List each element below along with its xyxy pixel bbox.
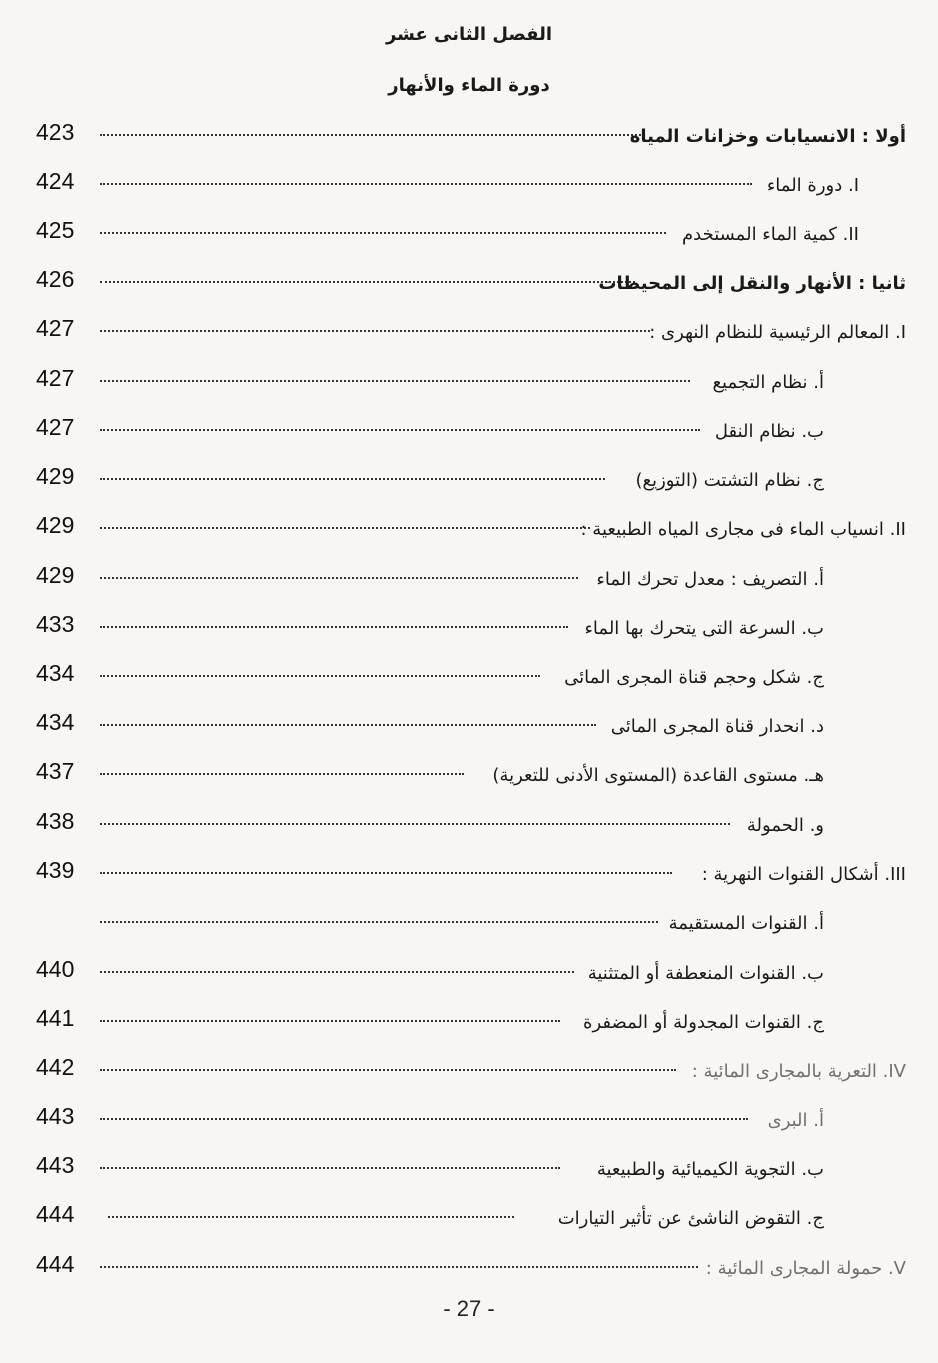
toc-label: ج. التقوض الناشئ عن تأثير التيارات xyxy=(557,1208,824,1229)
dot-leader xyxy=(108,1216,514,1218)
toc-page-number: 429 xyxy=(36,463,75,489)
dot-leader xyxy=(100,134,645,136)
toc-entry-02[interactable] xyxy=(0,166,938,206)
dot-leader xyxy=(100,872,672,874)
dot-leader xyxy=(100,527,590,529)
toc-page-number xyxy=(36,904,96,934)
dot-leader xyxy=(100,429,700,431)
toc-page-number: 424 xyxy=(36,168,75,194)
dot-leader xyxy=(100,921,658,923)
toc-page-number: 426 xyxy=(36,266,75,292)
dot-leader xyxy=(100,1266,698,1268)
toc-entry-12[interactable] xyxy=(0,658,938,698)
toc-label: ج. نظام التشتت (التوزيع) xyxy=(635,470,824,491)
toc-entry-24[interactable] xyxy=(0,1249,938,1289)
dot-leader xyxy=(100,1118,748,1120)
toc-label: ثانيا : الأنهار والنقل إلى المحيطات xyxy=(598,273,906,294)
dot-leader xyxy=(100,626,568,628)
toc-entry-22[interactable] xyxy=(0,1150,938,1190)
toc-entry-19[interactable] xyxy=(0,1003,938,1043)
toc-entry-05[interactable] xyxy=(0,313,938,353)
toc-label: ج. القنوات المجدولة أو المضفرة xyxy=(583,1012,824,1033)
toc-label: ج. شكل وحجم قناة المجرى المائى xyxy=(564,667,824,688)
toc-label: أ. البرى xyxy=(767,1110,824,1131)
toc-entry-07[interactable] xyxy=(0,412,938,452)
toc-page-number: 438 xyxy=(36,808,75,834)
dot-leader xyxy=(100,577,578,579)
dot-leader xyxy=(100,1020,560,1022)
toc-page-number: 427 xyxy=(36,414,75,440)
dot-leader xyxy=(100,281,635,283)
toc-label: V. حمولة المجارى المائية : xyxy=(705,1258,906,1279)
toc-label: I. دورة الماء xyxy=(766,175,859,196)
toc-page-number: 429 xyxy=(36,562,75,588)
toc-label: و. الحمولة xyxy=(746,815,824,836)
toc-label: III. أشكال القنوات النهرية : xyxy=(701,864,906,885)
chapter-subtitle: دورة الماء والأنهار xyxy=(388,75,550,96)
toc-entry-08[interactable] xyxy=(0,461,938,501)
toc-page-number: 440 xyxy=(36,956,75,982)
toc-label: IV. التعرية بالمجارى المائية : xyxy=(691,1061,906,1082)
toc-label: I. المعالم الرئيسية للنظام النهرى : xyxy=(649,322,906,343)
dot-leader xyxy=(100,183,752,185)
toc-label: أ. التصريف : معدل تحرك الماء xyxy=(596,569,824,590)
toc-page-number: 437 xyxy=(36,758,75,784)
toc-entry-20[interactable] xyxy=(0,1052,938,1092)
toc-label: د. انحدار قناة المجرى المائى xyxy=(610,716,824,737)
dot-leader xyxy=(100,232,666,234)
toc-label: أ. القنوات المستقيمة xyxy=(668,913,824,934)
toc-entry-13[interactable] xyxy=(0,707,938,747)
toc-label: أولا : الانسيابات وخزانات المياه xyxy=(629,126,906,147)
toc-entry-17[interactable] xyxy=(0,904,938,944)
dot-leader xyxy=(100,724,596,726)
toc-entry-21[interactable] xyxy=(0,1101,938,1141)
toc-page-number: 442 xyxy=(36,1054,75,1080)
dot-leader xyxy=(100,1167,560,1169)
toc-label: ب. القنوات المنعطفة أو المتثنية xyxy=(587,963,824,984)
toc-page-number: 429 xyxy=(36,512,75,538)
toc-label: ب. التجوية الكيميائية والطبيعية xyxy=(596,1159,824,1180)
toc-entry-16[interactable] xyxy=(0,855,938,895)
toc-entry-15[interactable] xyxy=(0,806,938,846)
toc-label: ب. نظام النقل xyxy=(714,421,824,442)
toc-entry-03[interactable] xyxy=(0,215,938,255)
toc-label: أ. نظام التجميع xyxy=(712,372,824,393)
toc-page-number: 427 xyxy=(36,365,75,391)
toc-page-number: 425 xyxy=(36,217,75,243)
toc-label: ب. السرعة التى يتحرك بها الماء xyxy=(584,618,824,639)
toc-page-number: 443 xyxy=(36,1103,75,1129)
toc-entry-01[interactable] xyxy=(0,117,938,157)
toc-page-number: 444 xyxy=(36,1201,75,1227)
toc-entry-06[interactable] xyxy=(0,363,938,403)
toc-entry-04[interactable] xyxy=(0,264,938,304)
toc-entry-10[interactable] xyxy=(0,560,938,600)
toc-entry-11[interactable] xyxy=(0,609,938,649)
toc-page-number: 444 xyxy=(36,1251,75,1277)
dot-leader xyxy=(100,971,574,973)
toc-label: II. كمية الماء المستخدم xyxy=(681,224,859,245)
toc-page-number: 434 xyxy=(36,709,75,735)
toc-label: هـ. مستوى القاعدة (المستوى الأدنى للتعرية) xyxy=(492,765,824,786)
toc-entry-14[interactable] xyxy=(0,756,938,796)
dot-leader xyxy=(100,773,464,775)
toc-page-number: 427 xyxy=(36,315,75,341)
dot-leader xyxy=(100,380,690,382)
toc-page-number: 434 xyxy=(36,660,75,686)
toc-page-number: 439 xyxy=(36,857,75,883)
dot-leader xyxy=(100,330,650,332)
toc-label: II. انسياب الماء فى مجارى المياه الطبيعية : xyxy=(580,519,906,540)
toc-page-number: 423 xyxy=(36,119,75,145)
toc-page-number: 433 xyxy=(36,611,75,637)
dot-leader xyxy=(100,823,730,825)
toc-page-number: 441 xyxy=(36,1005,75,1031)
dot-leader xyxy=(100,478,605,480)
toc-entry-09[interactable] xyxy=(0,510,938,550)
chapter-title: الفصل الثانى عشر xyxy=(385,24,553,45)
dot-leader xyxy=(100,675,540,677)
toc-page-number: 443 xyxy=(36,1152,75,1178)
toc-entry-23[interactable] xyxy=(0,1199,938,1239)
page-number: - 27 - xyxy=(443,1296,495,1321)
dot-leader xyxy=(100,1069,676,1071)
toc-entry-18[interactable] xyxy=(0,954,938,994)
